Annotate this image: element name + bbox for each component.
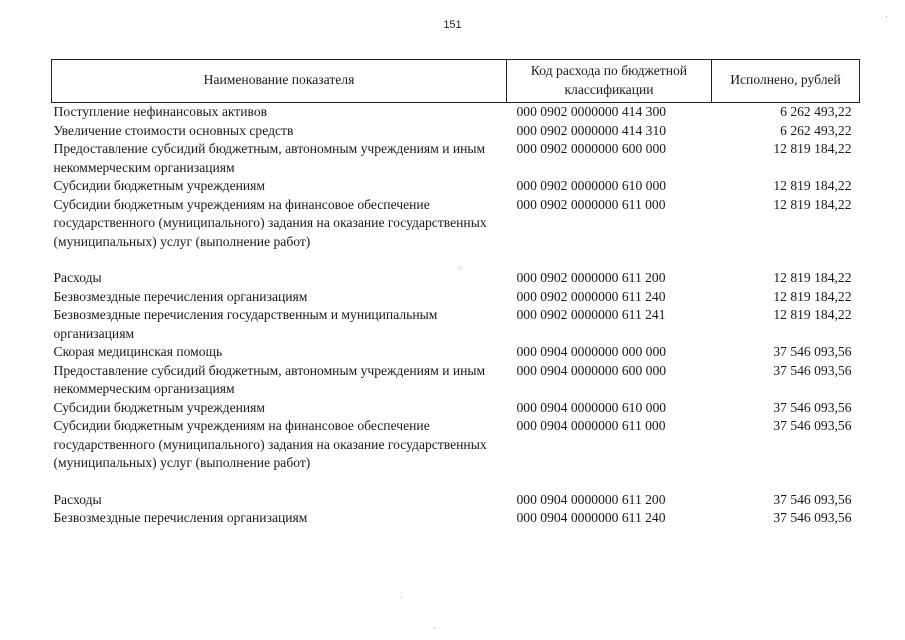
row-amount: 6 262 493,22	[780, 122, 852, 138]
row-amount: 37 546 093,56	[773, 362, 852, 378]
row-name: Субсидии бюджетным учреждениям	[53, 399, 266, 415]
table-row	[52, 196, 860, 252]
row-name: Безвозмездные перечисления организациям	[53, 510, 308, 525]
row-name: Субсидии бюджетным учреждениям на финансовое обеспечение государственного (муниципального) задания на оказание государственных (муниципальных) услуг (выполнение работ)	[53, 196, 487, 249]
row-name: Скорая медицинская помощь	[53, 344, 223, 359]
table-row	[52, 343, 860, 362]
table-row	[52, 399, 860, 418]
row-name: Предоставление субсидий бюджетным, автономным учреждениям и иным некоммерческим организациям	[53, 362, 486, 396]
page-number: 151	[443, 19, 462, 31]
header-budget-code: Код расхода по бюджетной классификации	[507, 60, 712, 103]
scan-speck	[434, 628, 435, 629]
row-name: Безвозмездные перечисления организациям	[53, 288, 308, 304]
row-code: 000 0902 0000000 611 200	[516, 270, 666, 285]
row-name: Субсидии бюджетным учреждениям	[53, 178, 266, 193]
row-code: 000 0902 0000000 600 000	[516, 141, 667, 156]
table-row	[52, 509, 860, 528]
header-executed-amount: Исполнено, рублей	[712, 60, 860, 103]
row-code: 000 0904 0000000 611 000	[516, 418, 666, 433]
scan-speck	[460, 268, 461, 269]
row-amount: 12 819 184,22	[773, 288, 852, 304]
row-code: 000 0904 0000000 610 000	[516, 399, 667, 415]
row-amount: 12 819 184,22	[773, 196, 852, 212]
table-header-row	[52, 60, 860, 103]
scan-speck	[886, 16, 887, 17]
row-amount: 37 546 093,56	[773, 491, 852, 507]
row-name: Увеличение стоимости основных средств	[53, 122, 294, 138]
row-name: Безвозмездные перечисления государственным и муниципальным организациям	[53, 307, 438, 341]
row-code: 000 0904 0000000 600 000	[516, 362, 667, 378]
table-row	[52, 362, 860, 399]
table-row	[52, 177, 860, 196]
row-name: Предоставление субсидий бюджетным, автономным учреждениям и иным некоммерческим организациям	[53, 141, 486, 175]
row-name: Поступление нефинансовых активов	[53, 104, 268, 119]
row-amount: 37 546 093,56	[773, 344, 852, 359]
scan-speck	[401, 597, 402, 598]
row-amount: 37 546 093,56	[773, 510, 852, 525]
row-code: 000 0902 0000000 611 241	[516, 307, 666, 322]
budget-execution-table	[51, 59, 860, 528]
row-amount: 6 262 493,22	[780, 104, 852, 119]
row-code: 000 0904 0000000 000 000	[516, 344, 667, 359]
row-amount: 37 546 093,56	[773, 418, 852, 433]
table-row	[52, 122, 860, 141]
row-amount: 37 546 093,56	[773, 399, 852, 415]
row-amount: 12 819 184,22	[773, 307, 852, 322]
table-row	[52, 251, 860, 288]
row-code: 000 0902 0000000 414 310	[516, 122, 667, 138]
table-row	[52, 306, 860, 343]
row-amount: 12 819 184,22	[773, 270, 852, 285]
table-row	[52, 103, 860, 122]
header-indicator-name: Наименование показателя	[52, 60, 507, 103]
table-row	[52, 288, 860, 307]
row-code: 000 0904 0000000 611 200	[516, 491, 666, 507]
row-name: Расходы	[53, 491, 102, 507]
row-code: 000 0904 0000000 611 240	[516, 510, 666, 525]
table-row	[52, 140, 860, 177]
table-row	[52, 473, 860, 510]
row-name: Расходы	[53, 270, 102, 285]
row-code: 000 0902 0000000 611 000	[516, 196, 666, 212]
row-amount: 12 819 184,22	[773, 141, 852, 156]
table-row	[52, 417, 860, 473]
row-amount: 12 819 184,22	[773, 178, 852, 193]
row-code: 000 0902 0000000 414 300	[516, 104, 667, 119]
row-code: 000 0902 0000000 610 000	[516, 178, 667, 193]
row-name: Субсидии бюджетным учреждениям на финансовое обеспечение государственного (муниципального) задания на оказание государственных (муниципальных) услуг (выполнение работ)	[53, 418, 487, 470]
row-code: 000 0902 0000000 611 240	[516, 288, 666, 304]
